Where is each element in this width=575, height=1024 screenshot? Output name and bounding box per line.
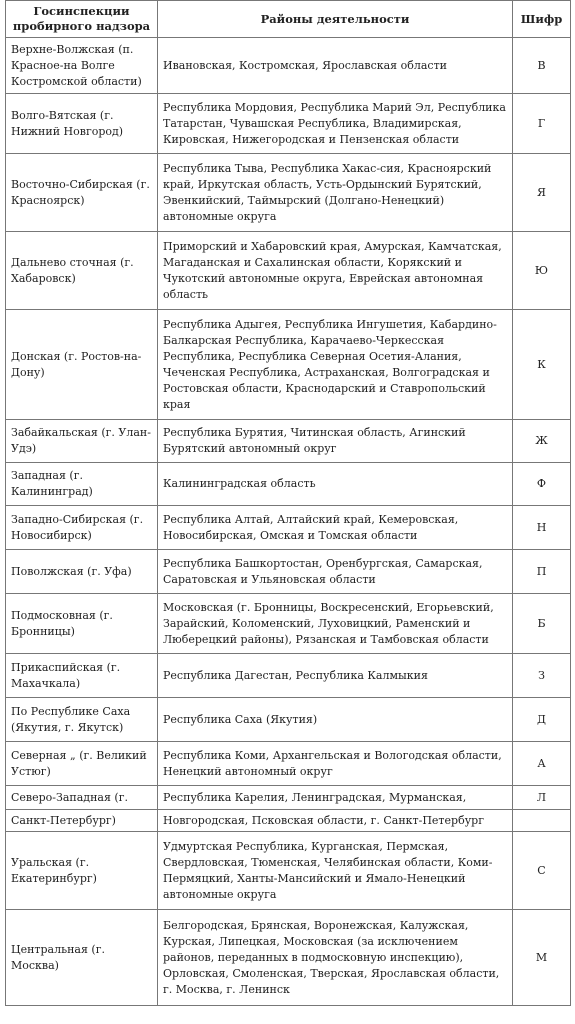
code-cell: Ж <box>513 420 571 463</box>
inspection-cell: Волго-Вятская (г. Нижний Новгород) <box>6 94 158 154</box>
districts-cell: Республика Адыгея, Республика Ингушетия, Кабардино-Балкарская Республика, Карачаево-Черкесская Республика, Республика Северная Осетия-Алания, Чеченская Республика, Астраханская, Волгоградская и Ростовская области, Краснодарский и Ставропольский края <box>158 310 513 420</box>
header-code-label: Шифр <box>520 11 563 26</box>
table-row <box>6 698 571 742</box>
districts-cell: Новгородская, Псковская области, г. Санкт-Петербург <box>158 810 513 832</box>
table-row <box>6 232 571 310</box>
inspection-cell: Верхне-Волжская (п. Красное-на Волге Костромской области) <box>6 38 158 94</box>
header-districts-label: Районы деятельности <box>260 11 410 26</box>
table-header-row <box>6 1 571 38</box>
districts-cell: Республика Мордовия, Республика Марий Эл, Республика Татарстан, Чувашская Республика, Владимирская, Кировская, Нижегородская и Пензенская области <box>158 94 513 154</box>
code-cell: А <box>513 742 571 786</box>
districts-cell: Республика Коми, Архангельская и Вологодская области, Ненецкий автономный округ <box>158 742 513 786</box>
districts-cell: Республика Башкортостан, Оренбургская, Самарская, Саратовская и Ульяновская области <box>158 550 513 594</box>
table-row <box>6 550 571 594</box>
header-code <box>513 1 571 38</box>
header-inspections <box>6 1 158 38</box>
inspection-cell: Забайкальская (г. Улан-Удэ) <box>6 420 158 463</box>
inspection-cell: Поволжская (г. Уфа) <box>6 550 158 594</box>
table-row <box>6 420 571 463</box>
code-cell: М <box>513 910 571 1006</box>
districts-cell: Ивановская, Костромская, Ярославская области <box>158 38 513 94</box>
table-row <box>6 94 571 154</box>
inspection-cell: Центральная (г. Москва) <box>6 910 158 1006</box>
code-cell: Ю <box>513 232 571 310</box>
code-cell: Я <box>513 154 571 232</box>
districts-cell: Белгородская, Брянская, Воронежская, Калужская, Курская, Липецкая, Московская (за исключением районов, переданных в подмосковную инспекцию), Орловская, Смоленская, Тверская, Ярославская области, г. Москва, г. Ленинск <box>158 910 513 1006</box>
districts-cell: Удмуртская Республика, Курганская, Пермская, Свердловская, Тюменская, Челябинская области, Коми-Пермяцкий, Ханты-Мансийский и Ямало-Ненецкий автономные округа <box>158 832 513 910</box>
inspection-cell: По Республике Саха (Якутия, г. Якутск) <box>6 698 158 742</box>
code-cell <box>513 810 571 832</box>
inspection-cell: Донская (г. Ростов-на-Дону) <box>6 310 158 420</box>
inspection-cell: Восточно-Сибирская (г. Красноярск) <box>6 154 158 232</box>
code-cell: Г <box>513 94 571 154</box>
code-cell: Д <box>513 698 571 742</box>
code-cell: В <box>513 38 571 94</box>
table-row <box>6 506 571 550</box>
code-cell: Н <box>513 506 571 550</box>
inspection-cell: Северо-Западная (г. <box>6 786 158 810</box>
districts-cell: Калининградская область <box>158 463 513 506</box>
table-row <box>6 594 571 654</box>
table-row <box>6 910 571 1006</box>
inspection-cell: Западная (г. Калининград) <box>6 463 158 506</box>
inspection-cell: Северная „ (г. Великий Устюг) <box>6 742 158 786</box>
districts-cell: Республика Саха (Якутия) <box>158 698 513 742</box>
code-cell: К <box>513 310 571 420</box>
assay-inspections-table <box>5 0 571 1006</box>
districts-cell: Приморский и Хабаровский края, Амурская, Камчатская, Магаданская и Сахалинская области, Корякский и Чукотский автономные округа, Еврейская автономная область <box>158 232 513 310</box>
code-cell: П <box>513 550 571 594</box>
districts-cell: Республика Бурятия, Читинская область, Агинский Бурятский автономный округ <box>158 420 513 463</box>
districts-cell: Республика Карелия, Ленинградская, Мурманская, <box>158 786 513 810</box>
table-row <box>6 310 571 420</box>
header-districts <box>158 1 513 38</box>
table-row <box>6 742 571 786</box>
districts-cell: Московская (г. Бронницы, Воскресенский, Егорьевский, Зарайский, Коломенский, Луховицкий, Раменский и Люберецкий районы), Рязанская и Тамбовская области <box>158 594 513 654</box>
districts-cell: Республика Дагестан, Республика Калмыкия <box>158 654 513 698</box>
inspection-cell: Западно-Сибирская (г. Новосибирск) <box>6 506 158 550</box>
table-row <box>6 38 571 94</box>
table-row <box>6 463 571 506</box>
table-row <box>6 654 571 698</box>
districts-cell: Республика Тыва, Республика Хакас-сия, Красноярский край, Иркутская область, Усть-Ордынский Бурятский, Эвенкийский, Таймырский (Долгано-Ненецкий) автономные округа <box>158 154 513 232</box>
code-cell: Л <box>513 786 571 810</box>
inspection-cell: Прикаспийская (г. Махачкала) <box>6 654 158 698</box>
table-row <box>6 786 571 810</box>
inspection-cell: Санкт-Петербург) <box>6 810 158 832</box>
table-row <box>6 154 571 232</box>
code-cell: З <box>513 654 571 698</box>
inspection-cell: Подмосковная (г. Бронницы) <box>6 594 158 654</box>
table-row <box>6 832 571 910</box>
table-row <box>6 810 571 832</box>
code-cell: Б <box>513 594 571 654</box>
code-cell: С <box>513 832 571 910</box>
header-inspections-label: Госинспекции пробирного надзора <box>12 4 151 33</box>
inspection-cell: Дальнево сточная (г. Хабаровск) <box>6 232 158 310</box>
code-cell: Ф <box>513 463 571 506</box>
inspection-cell: Уральская (г. Екатеринбург) <box>6 832 158 910</box>
districts-cell: Республика Алтай, Алтайский край, Кемеровская, Новосибирская, Омская и Томская области <box>158 506 513 550</box>
